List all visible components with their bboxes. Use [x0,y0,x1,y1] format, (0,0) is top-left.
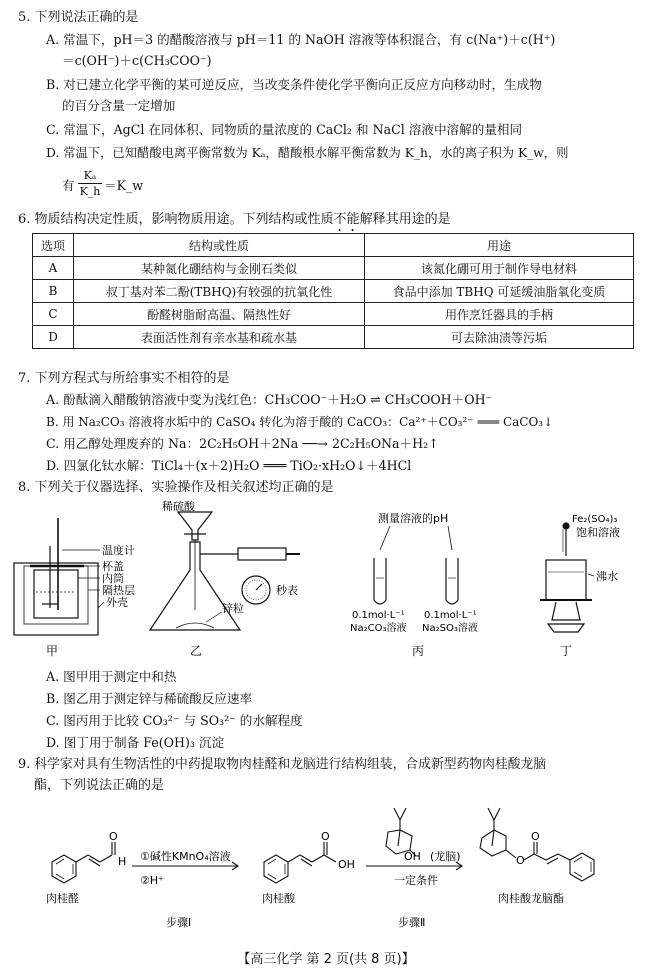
q8-option-c: C. 图丙用于比较 CO₃²⁻ 与 SO₃²⁻ 的水解程度 [46,713,303,728]
step2-condition: 一定条件 [394,874,438,887]
table-cell: 酚醛树脂耐高温、隔热性好 [74,303,365,326]
q7-option-b: B. 用 Na₂CO₃ 溶液将水垢中的 CaSO₄ 转化为溶于酸的 CaCO₃：Ca²⁺＋CO₃²⁻ ═══ CaCO₃↓ [46,415,554,429]
q5-d-suffix: ＝K_w [104,178,144,193]
q6-header-structure: 结构或性质 [74,234,365,257]
page-footer: 【高三化学 第 2 页(共 8 页)】 [237,952,415,967]
step1-label: 步骤Ⅰ [166,916,192,929]
q6-header-option: 选项 [33,234,74,257]
q9-stem-line1: 9. 科学家对具有生物活性的中药提取物肉桂醛和龙脑进行结构组装，合成新型药物肉桂酸龙脑 [18,757,547,772]
fig-bing-label-measure: 测量溶液的pH [378,512,449,525]
fig-bing-right-solution: Na₂SO₃溶液 [422,623,478,634]
q6-table [32,233,634,349]
q6-stem-emphasis: 不能 [333,212,360,227]
table-row [33,280,634,303]
cinnamaldehyde-o: O [109,830,118,843]
borneol-oh: OH [404,850,421,863]
q6-header-use: 用途 [365,234,634,257]
table-cell: A [33,257,74,280]
fig-yi-label-acid: 稀硫酸 [162,500,195,513]
q5-option-a-line1: A. 常温下，pH＝3 的醋酸溶液与 pH＝11 的 NaOH 溶液等体积混合，有 c(Na⁺)＋c(H⁺) [46,32,556,47]
fig-bing-right-conc: 0.1mol·L⁻¹ [424,610,477,621]
fig-jia-label-thermometer: 温度计 [102,544,135,557]
fig-jia-label-shell: 外壳 [106,596,128,609]
q6-stem-tail: 解释其用途的是 [359,212,451,227]
fig-jia-label-inner: 内筒 [102,572,124,585]
table-cell: 食品中添加 TBHQ 可延缓油脂氧化变质 [365,280,634,303]
step1-condition-1: ①碱性KMnO₄溶液 [140,850,231,863]
q6-table-header [33,234,634,257]
ester-label: 肉桂酸龙脑酯 [498,892,564,905]
q5-option-d-line2 [62,166,638,202]
table-cell: 叔丁基对苯二酚(TBHQ)有较强的抗氧化性 [74,280,365,303]
fig-ding-label-boiling-water: 沸水 [596,570,618,583]
ester-structure [480,808,594,881]
table-cell: C [33,303,74,326]
q7-option-c: C. 用乙醇处理废弃的 Na：2C₂H₅OH＋2Na ──→ 2C₂H₅ONa＋H₂↑ [46,436,439,451]
fig-ding-caption: 丁 [560,644,573,658]
q5-option-b-line1: B. 对已建立化学平衡的某可逆反应，当改变条件使化学平衡向正反应方向移动时，生成物 [46,77,542,92]
ester-o: O [516,854,525,867]
cinnamaldehyde-h: H [118,855,127,868]
q8-option-a: A. 图甲用于测定中和热 [46,669,177,684]
table-row [33,326,634,349]
q5-d-numerator: Kₐ [78,168,102,184]
borneol-structure [386,808,416,856]
step1-condition-2: ②H⁺ [140,874,164,887]
q8-option-b: B. 图乙用于测定锌与稀硫酸反应速率 [46,691,253,706]
figure-bing-test-tubes [374,526,458,604]
q7-option-d: D. 四氯化钛水解：TiCl₄＋(x＋2)H₂O ═══ TiO₂·xH₂O↓＋4HCl [46,458,412,473]
borneol-label: (龙脑) [430,850,461,863]
table-cell: 某种氮化硼结构与金刚石类似 [74,257,365,280]
table-cell: 用作烹饪器具的手柄 [365,303,634,326]
q7-stem: 7. 下列方程式与所给事实不相符的是 [18,371,230,386]
figure-ding-apparatus [540,523,594,632]
q5-d-denominator: K_h [79,185,101,198]
q6-stem [18,210,638,235]
q9-stem-line2: 酯，下列说法正确的是 [34,778,165,793]
fig-bing-left-solution: Na₂CO₃溶液 [350,623,407,634]
fig-ding-label-saturated: 饱和溶液 [576,526,620,539]
fig-yi-label-stopwatch: 秒表 [276,584,298,597]
cinnamaldehyde-label: 肉桂醛 [46,892,79,905]
cinnamic-acid-o: O [321,830,330,843]
fig-jia-label-insulation: 隔热层 [102,584,135,597]
q8-stem: 8. 下列关于仪器选择、实验操作及相关叙述均正确的是 [18,480,334,495]
fig-jia-caption: 甲 [46,644,59,658]
table-cell: D [33,326,74,349]
table-row [33,257,634,280]
table-cell: 可去除油渍等污垢 [365,326,634,349]
figure-jia-calorimeter [14,518,104,635]
cinnamic-acid-oh: OH [338,858,355,871]
table-cell: B [33,280,74,303]
q5-option-c: C. 常温下，AgCl 在同体积、同物质的量浓度的 CaCl₂ 和 NaCl 溶液中溶解的量相同 [46,122,523,137]
q6-stem-text: 6. 物质结构决定性质，影响物质用途。下列结构或性质 [18,212,334,227]
fig-jia-label-lid: 杯盖 [102,560,124,573]
q8-option-d: D. 图丁用于制备 Fe(OH)₃ 沉淀 [46,735,225,750]
table-cell: 表面活性剂有亲水基和疏水基 [74,326,365,349]
fig-bing-caption: 丙 [412,644,425,658]
table-row [33,303,634,326]
q9-reaction-scheme [0,798,652,940]
q8-figures [0,500,652,670]
step2-label: 步骤Ⅱ [398,916,426,929]
q5-stem: 5. 下列说法正确的是 [18,10,139,25]
fig-yi-label-zinc: 锌粒 [222,602,244,615]
fig-bing-left-conc: 0.1mol·L⁻¹ [352,610,405,621]
fig-ding-label-fe: Fe₂(SO₄)₃ [572,514,618,525]
cinnamic-acid-label: 肉桂酸 [262,892,295,905]
table-cell: 该氮化硼可用于制作导电材料 [365,257,634,280]
q5-option-d-line1: D. 常温下，已知醋酸电离平衡常数为 Kₐ，醋酸根水解平衡常数为 K_h，水的离子积为 K_w，则 [46,146,569,160]
ester-carbonyl-o: O [531,830,540,843]
q5-option-a-line2: ＝c(OH⁻)＋c(CH₃COO⁻) [62,53,212,68]
fig-yi-caption: 乙 [190,644,203,658]
q7-option-a: A. 酚酞滴入醋酸钠溶液中变为浅红色：CH₃COO⁻＋H₂O ⇌ CH₃COOH＋OH⁻ [46,392,493,407]
q5-option-b-line2: 的百分含量一定增加 [62,98,176,113]
q5-d-prefix: 有 [62,178,75,193]
